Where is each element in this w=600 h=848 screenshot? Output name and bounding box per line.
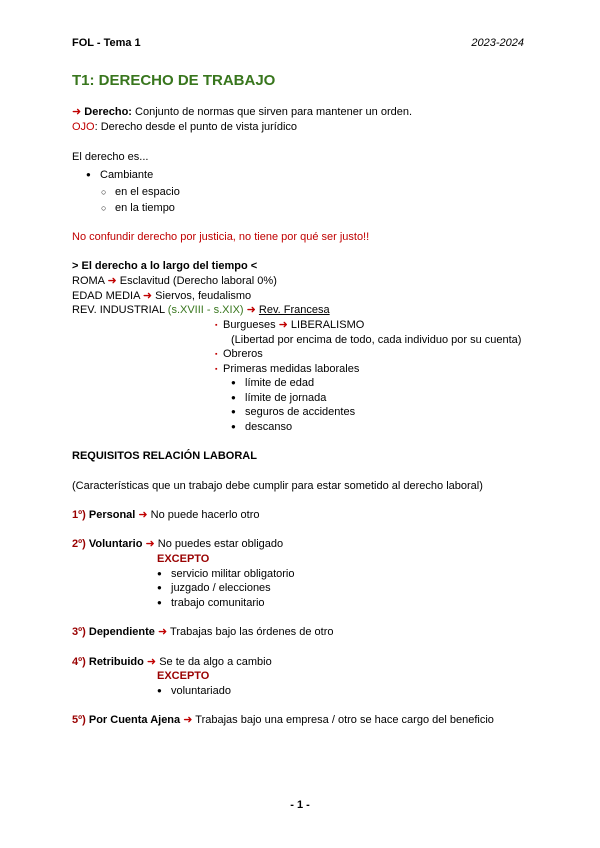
rev-francesa: Rev. Francesa	[258, 304, 330, 316]
requisito-number: 2º)	[72, 538, 86, 550]
history-rev-industrial	[72, 303, 330, 317]
excepto-label: EXCEPTO	[157, 553, 210, 565]
burgueses-text: LIBERALISMO	[287, 319, 365, 331]
requisito-label: Retribuido	[85, 656, 147, 668]
history-roma	[72, 274, 277, 288]
requisito-2	[72, 537, 283, 551]
derecho-es-intro: El derecho es...	[72, 151, 149, 163]
requisito-number: 5º)	[72, 714, 86, 726]
ojo-text: : Derecho desde el punto de vista jurídico	[94, 121, 298, 133]
arrow-icon: ➜	[243, 304, 259, 316]
requisito-label: Por Cuenta Ajena	[85, 714, 184, 726]
roma-label: ROMA	[72, 275, 108, 287]
roma-text: Esclavitud (Derecho laboral 0%)	[116, 275, 277, 287]
history-libertad: (Libertad por encima de todo, cada individuo por su cuenta)	[231, 334, 522, 346]
header-right: 2023-2024	[471, 37, 524, 49]
requisitos-note: (Características que un trabajo debe cumplir para estar sometido al derecho laboral)	[72, 480, 483, 492]
requisito-label: Personal	[85, 509, 139, 521]
requisito-number: 4º)	[72, 656, 86, 668]
requisito-5	[72, 713, 494, 727]
list-item: ● trabajo comunitario	[171, 596, 265, 610]
burgueses-label: Burgueses	[223, 319, 279, 331]
rev-industrial-label: REV. INDUSTRIAL	[72, 304, 168, 316]
requisito-number: 1º)	[72, 509, 86, 521]
history-primeras: ▪ Primeras medidas laborales	[223, 362, 359, 376]
requisito-text: Trabajas bajo una empresa / otro se hace cargo del beneficio	[192, 714, 494, 726]
list-item: ● seguros de accidentes	[245, 405, 355, 419]
rev-industrial-dates: (s.XVIII - s.XIX)	[167, 304, 244, 316]
history-burgueses	[223, 318, 364, 332]
list-item: ● descanso	[245, 420, 292, 434]
list-item: ● límite de edad	[245, 376, 314, 390]
list-item: ○ en el espacio	[115, 185, 180, 199]
requisito-label: Voluntario	[85, 538, 146, 550]
requisito-text: Trabajas bajo las órdenes de otro	[167, 626, 334, 638]
history-obreros: ▪ Obreros	[223, 347, 263, 361]
history-heading: > El derecho a lo largo del tiempo <	[72, 260, 258, 272]
page-number: - 1 -	[290, 799, 310, 811]
arrow-icon: ➜	[146, 656, 157, 668]
requisito-number: 3º)	[72, 626, 86, 638]
edad-media-label: EDAD MEDIA	[72, 290, 143, 302]
requisito-4	[72, 655, 272, 669]
requisito-text: No puede hacerlo otro	[147, 509, 260, 521]
header-left: FOL - Tema 1	[72, 37, 141, 49]
requisito-3	[72, 625, 333, 639]
arrow-icon: ➜	[278, 319, 288, 331]
arrow-icon: ➜	[72, 106, 82, 118]
derecho-text: Conjunto de normas que sirven para mantener un orden.	[131, 106, 413, 118]
arrow-icon: ➜	[145, 538, 155, 550]
list-item: ● Cambiante	[100, 168, 153, 182]
derecho-definition	[72, 105, 412, 119]
arrow-icon: ➜	[142, 290, 153, 302]
requisito-1	[72, 508, 260, 522]
edad-media-text: Siervos, feudalismo	[152, 290, 252, 302]
requisito-label: Dependiente	[85, 626, 158, 638]
list-item: ● juzgado / elecciones	[171, 581, 271, 595]
page-title: T1: DERECHO DE TRABAJO	[72, 72, 276, 89]
list-item: ● voluntariado	[171, 684, 231, 698]
derecho-label: Derecho:	[84, 106, 132, 118]
arrow-icon: ➜	[107, 275, 117, 287]
arrow-icon: ➜	[183, 714, 193, 726]
list-item: ● límite de jornada	[245, 391, 326, 405]
requisito-text: Se te da algo a cambio	[156, 656, 272, 668]
excepto-label: EXCEPTO	[157, 670, 210, 682]
list-item: ● servicio militar obligatorio	[171, 567, 295, 581]
arrow-icon: ➜	[157, 626, 168, 638]
list-item: ○ en la tiempo	[115, 201, 175, 215]
ojo-label: OJO	[72, 121, 95, 133]
warning-text: No confundir derecho por justicia, no tiene por qué ser justo!!	[72, 231, 370, 243]
arrow-icon: ➜	[138, 509, 148, 521]
requisito-text: No puedes estar obligado	[154, 538, 284, 550]
history-edad-media	[72, 289, 251, 303]
requisitos-heading: REQUISITOS RELACIÓN LABORAL	[72, 450, 257, 462]
ojo-note	[72, 120, 297, 134]
